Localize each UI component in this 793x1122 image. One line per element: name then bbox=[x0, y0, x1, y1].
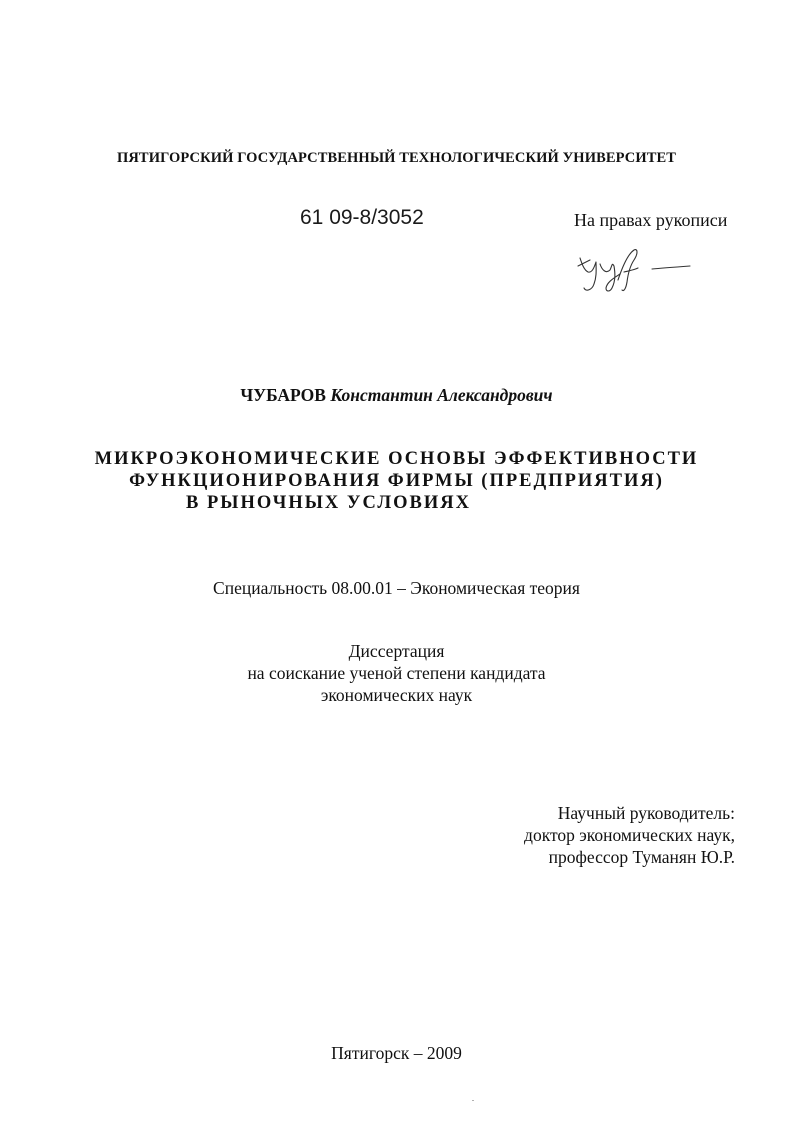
dissertation-purpose bbox=[0, 640, 793, 706]
specialty-line: Специальность 08.00.01 – Экономическая теория bbox=[213, 578, 580, 598]
advisor-line: профессор Туманян Ю.Р. bbox=[548, 847, 735, 867]
scan-speck bbox=[472, 1100, 474, 1101]
dissertation-line: на соискание ученой степени кандидата bbox=[247, 663, 546, 683]
manuscript-rights-note: На правах рукописи bbox=[574, 210, 728, 230]
scientific-advisor bbox=[524, 802, 735, 868]
dissertation-title bbox=[0, 448, 793, 514]
advisor-line: Научный руководитель: bbox=[557, 803, 735, 823]
title-line: В РЫНОЧНЫХ УСЛОВИЯХ bbox=[186, 493, 471, 513]
dissertation-line: Диссертация bbox=[348, 641, 445, 661]
handwritten-signature bbox=[572, 244, 692, 296]
catalog-code: 61 09-8/3052 bbox=[300, 206, 424, 229]
author-name bbox=[0, 385, 793, 406]
title-line: МИКРОЭКОНОМИЧЕСКИЕ ОСНОВЫ ЭФФЕКТИВНОСТИ bbox=[94, 449, 699, 469]
dissertation-line: экономических наук bbox=[320, 685, 473, 705]
advisor-line: доктор экономических наук, bbox=[524, 825, 735, 845]
title-line: ФУНКЦИОНИРОВАНИЯ ФИРМЫ (ПРЕДПРИЯТИЯ) bbox=[129, 471, 664, 491]
author-given-names: Константин Александрович bbox=[330, 385, 553, 405]
author-surname: ЧУБАРОВ bbox=[240, 385, 326, 405]
university-name: ПЯТИГОРСКИЙ ГОСУДАРСТВЕННЫЙ ТЕХНОЛОГИЧЕСКИЙ УНИВЕРСИТЕТ bbox=[116, 150, 677, 166]
city-year: Пятигорск – 2009 bbox=[331, 1043, 462, 1063]
